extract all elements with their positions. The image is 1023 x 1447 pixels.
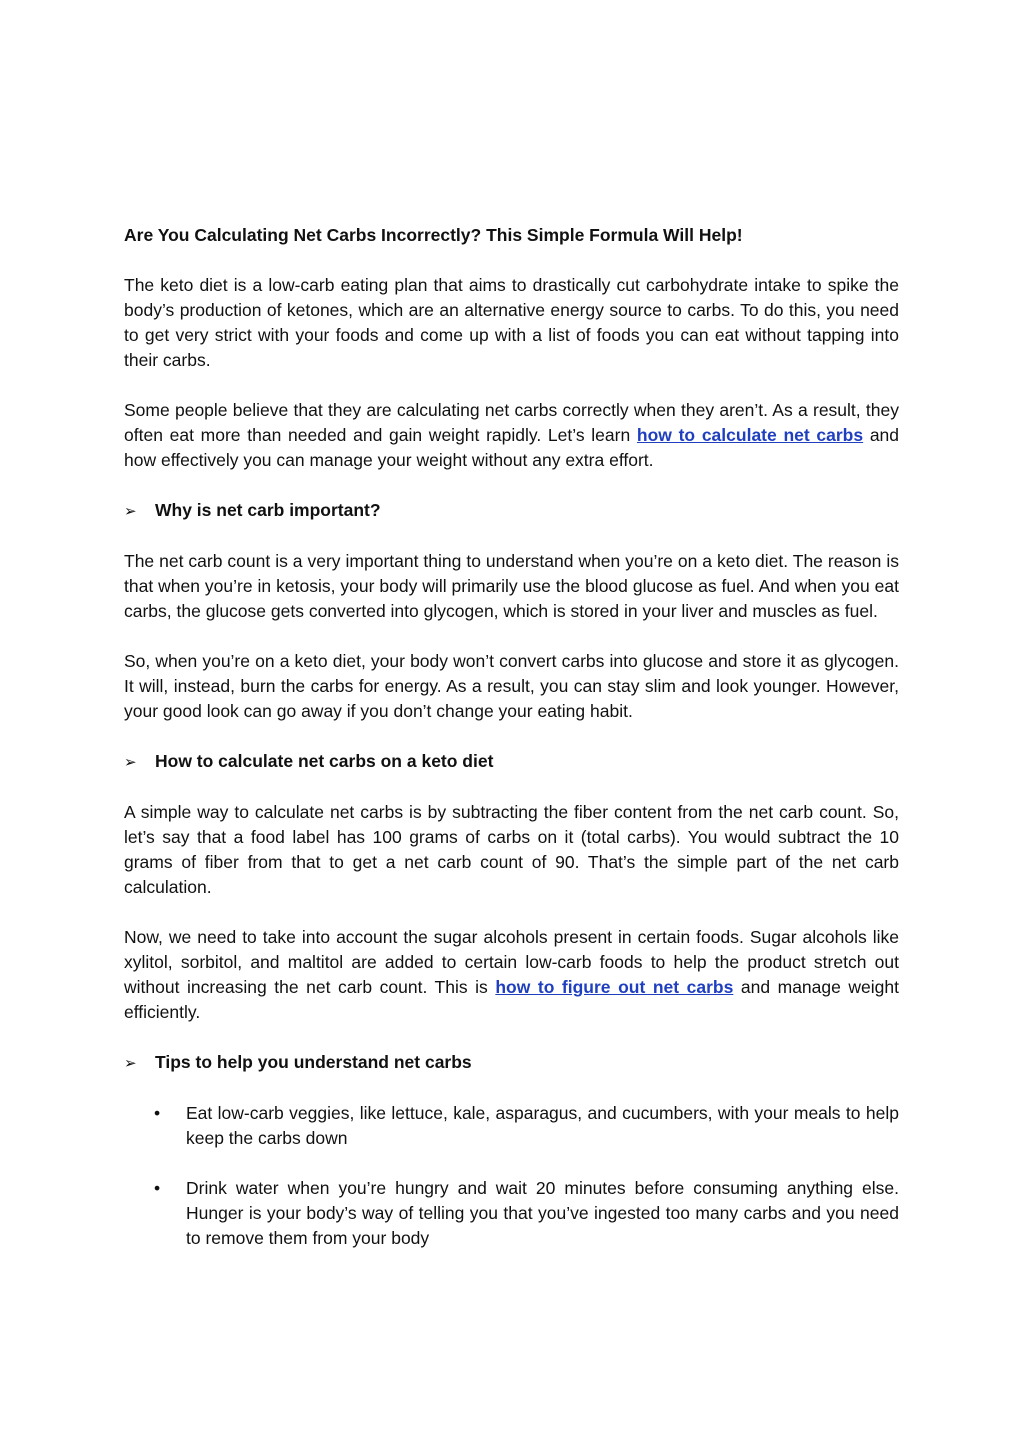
paragraph-text: and how effectively you can manage your weight without any extra effort.: [124, 425, 900, 470]
paragraph-net-carb-count: The net carb count is a very important thing to understand when you’re on a keto diet. The reason is that when you’re in ketosis, your body will primarily use the blood glucose as fuel. And when you eat carbs, the glucose gets converted into glycogen, which is stored in your liver and muscles as fuel.: [124, 551, 899, 621]
intro-paragraph: The keto diet is a low-carb eating plan that aims to drastically cut carbohydrate intake to spike the body’s production of ketones, which are an alternative energy source to carbs. To do this, you need to get very strict with your foods and come up with a list of foods you can eat without tapping into their carbs.: [124, 275, 899, 370]
section-heading-why-important: [124, 498, 899, 524]
how-to-calculate-net-carbs-link[interactable]: how to calculate net carbs: [636, 425, 864, 445]
tips-list: [124, 1101, 899, 1251]
how-to-figure-out-net-carbs-link[interactable]: how to figure out net carbs: [495, 977, 734, 997]
arrow-bullet-icon: ➢: [124, 503, 137, 520]
paragraph-simple-calculation: A simple way to calculate net carbs is by subtracting the fiber content from the net carb count. So, let’s say that a food label has 100 grams of carbs on it (total carbs). You would subtract the 10 grams of fiber from that to get a net carb count of 90. That’s the simple part of the net carb calculation.: [124, 802, 899, 897]
section-heading-text: How to calculate net carbs on a keto diet: [155, 751, 494, 771]
paragraph-text: and manage weight efficiently.: [124, 977, 899, 1022]
arrow-bullet-icon: ➢: [124, 754, 137, 771]
section-heading-text: Why is net carb important?: [155, 500, 381, 520]
paragraph-text: Now, we need to take into account the sugar alcohols present in certain foods. Sugar alcohols like xylitol, sorbitol, and maltitol are added to certain low-carb foods to help the product stretch out without increasing the net carb count. This is: [124, 927, 899, 997]
bullet-dot-icon: •: [154, 1178, 161, 1198]
paragraph-text: Some people believe that they are calculating net carbs correctly when they aren’t. As a result, they often eat more than needed and gain weight rapidly. Let’s learn: [124, 400, 899, 445]
paragraph-sugar-alcohols: [124, 925, 899, 1025]
list-item: [124, 1101, 899, 1151]
document-body: [124, 223, 899, 1276]
section-heading-tips: [124, 1050, 899, 1076]
section-heading-text: Tips to help you understand net carbs: [155, 1052, 472, 1072]
paragraph-net-carbs-belief: [124, 398, 899, 473]
bullet-dot-icon: •: [154, 1103, 161, 1123]
page-title: Are You Calculating Net Carbs Incorrectly? This Simple Formula Will Help!: [124, 225, 743, 245]
paragraph-keto-glycogen: So, when you’re on a keto diet, your body won’t convert carbs into glucose and store it as glycogen. It will, instead, burn the carbs for energy. As a result, you can stay slim and look younger. However, your good look can go away if you don’t change your eating habit.: [124, 651, 899, 721]
list-item-text: Drink water when you’re hungry and wait 20 minutes before consuming anything else. Hunger is your body’s way of telling you that you’ve ingested too many carbs and you need to remove them from your body: [186, 1178, 899, 1248]
arrow-bullet-icon: ➢: [124, 1055, 137, 1072]
list-item: [124, 1176, 899, 1251]
list-item-text: Eat low-carb veggies, like lettuce, kale, asparagus, and cucumbers, with your meals to help keep the carbs down: [186, 1103, 899, 1148]
section-heading-how-to-calculate: [124, 749, 899, 775]
